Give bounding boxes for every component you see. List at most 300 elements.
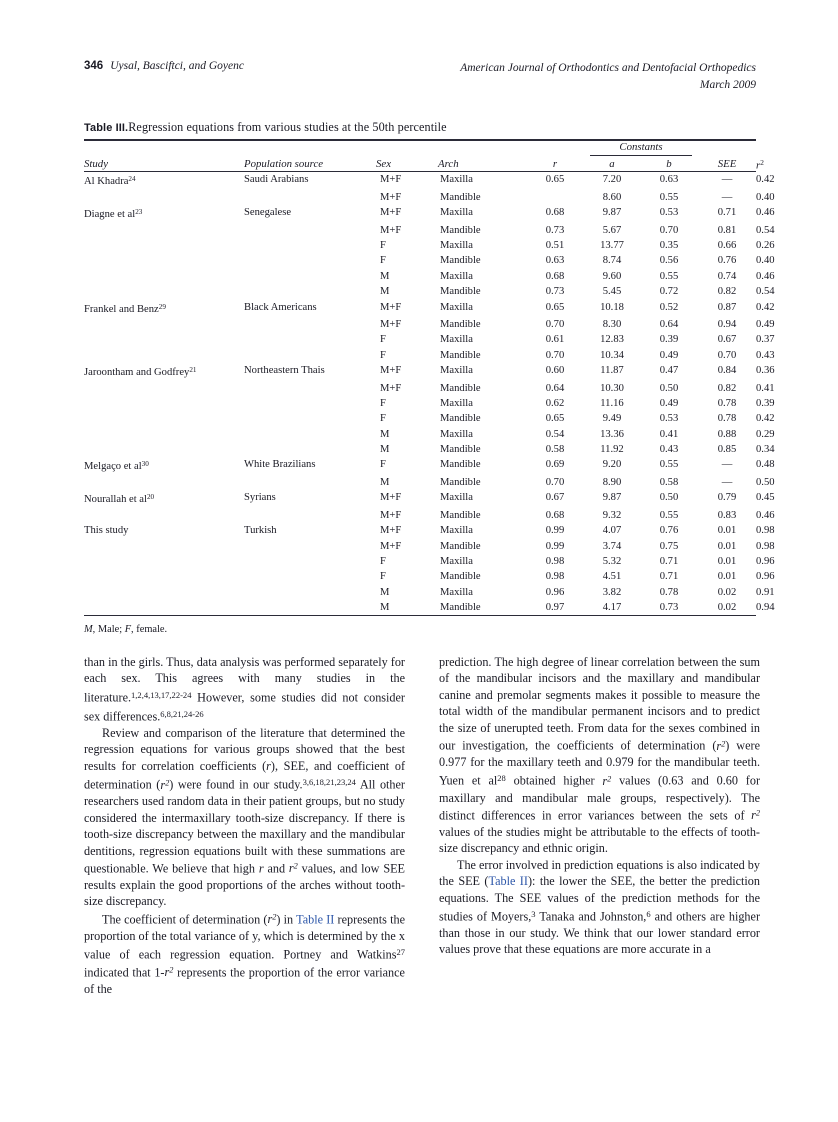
cell-see: 0.01 [717,555,737,567]
table-number: Table III. [84,122,129,134]
cell-study [84,585,244,600]
table-footnote: M, Male; F, female. [84,624,168,636]
cell-b: 0.55 [659,459,679,471]
cell-study: Melgaço et $al^{30}$ [84,460,149,473]
cell-see: 0.74 [717,270,737,282]
cell-study [84,190,244,205]
cell-b: 0.47 [659,365,679,377]
cell-sex: F [380,571,386,583]
cell-population [244,332,376,347]
cell-study [84,332,244,347]
cell-arch: Maxilla [440,334,473,346]
cell-arch: Mandible [440,571,481,583]
cell-a: 10.30 [600,382,624,394]
cell-b: 0.76 [659,525,679,537]
table-row: F Maxilla 0.62 11.16 0.49 0.78 0.39 [84,396,756,411]
cell-r: 0.51 [545,240,565,252]
cell-a: 4.51 [602,571,622,583]
cell-r: 0.68 [545,270,565,282]
cell-a: 5.67 [602,224,622,236]
table-row: M+F Mandible 0.68 9.32 0.55 0.83 0.46 [84,508,756,523]
cell-study [84,600,244,615]
cell-sex: M [380,270,390,282]
cell-sex: M+F [380,207,402,219]
cell-arch: Mandible [440,601,481,613]
cell-a: 8.74 [602,255,622,267]
table-row: F Mandible 0.63 8.74 0.56 0.76 0.40 [84,253,756,268]
col-header-a: a [609,158,615,170]
cell-study [84,317,244,332]
cell-arch: Mandible [440,382,481,394]
page-number: 346 [84,60,104,72]
table-row: M Mandible 0.73 5.45 0.72 0.82 0.54 [84,284,756,299]
cell-see: — [721,191,733,203]
cell-arch: Maxilla [440,586,473,598]
cell-population [244,381,376,396]
cell-sex: M+F [380,492,402,504]
cell-b: 0.71 [659,571,679,583]
cell-arch: Maxilla [440,492,473,504]
cell-study: This study [84,525,129,537]
table-row: Melgaço et $al^{30}$ White Brazilians F Mandible 0.69 9.20 0.55 — 0.48 [84,457,756,475]
cell-r [526,190,584,205]
cell-sex: M+F [380,301,402,313]
cell-see: 0.78 [717,413,737,425]
r-squared-symbol: $r^2$ [160,777,170,792]
table-head [84,141,764,172]
cell-population [244,539,376,554]
italic-variable: r [258,861,264,876]
table-body [84,172,775,615]
cell-study: Frankel and Benz$^{29}$ [84,302,166,315]
regression-table-body [84,172,775,615]
cell-r: 0.69 [545,459,565,471]
cell-sex: M+F [380,509,402,521]
cell-a: 4.07 [602,525,622,537]
cell-a: 11.87 [600,365,624,377]
cell-r: 0.58 [545,444,565,456]
reference-superscript: 29 [158,302,166,311]
constants-group-header: Constants [584,141,698,158]
cell-study [84,284,244,299]
cell-population: Northeastern Thais [244,365,325,377]
cell-r: 0.63 [545,255,565,267]
cell-see: 0.81 [717,224,737,236]
cell-r: 0.54 [545,428,565,440]
cell-a: 9.49 [602,413,622,425]
r-squared-symbol: $r^2$ [602,774,612,789]
cell-b: 0.50 [659,382,679,394]
body-paragraph: than in the girls. Thus, data analysis was performed separately for each sex. This agrees with many studies in the literature.$^{1,2,4,13,17,22-24}$ However, some studies did not consider sex differences.$^{6,8,21,24-26}$ [84,655,405,724]
cell-see: 0.88 [717,428,737,440]
cell-population: Syrians [244,492,276,504]
cell-r: 0.65 [545,301,565,313]
cell-b: 0.55 [659,509,679,521]
cell-population [244,508,376,523]
table-row: Jaroontham and Godfrey$^{21}$ Northeastern Thais M+F Maxilla 0.60 11.87 0.47 0.84 0.36 [84,363,756,381]
r-squared-symbol: $r^2$ [164,965,174,980]
table-row: M Maxilla 0.54 13.36 0.41 0.88 0.29 [84,427,756,442]
cell-sex: M [380,586,390,598]
cell-b: 0.55 [659,270,679,282]
cell-arch: Mandible [440,286,481,298]
cell-arch: Mandible [440,444,481,456]
r-squared-symbol: $r^2$ [716,738,726,753]
cell-a: 9.87 [602,207,622,219]
cell-population [244,253,376,268]
cell-arch: Maxilla [440,398,473,410]
regression-table [84,141,764,172]
cell-b: 0.55 [659,191,679,203]
cell-r: 0.96 [545,586,565,598]
cell-r: 0.99 [545,525,565,537]
cell-b: 0.70 [659,224,679,236]
cell-study [84,381,244,396]
cell-see: 0.66 [717,240,737,252]
cell-b: 0.56 [659,255,679,267]
cell-sex: F [380,413,386,425]
cell-sex: M [380,444,390,456]
cell-b: 0.49 [659,349,679,361]
cell-arch: Mandible [440,413,481,425]
cell-population: Saudi Arabians [244,174,309,186]
cell-a: 9.87 [602,492,622,504]
cell-see: — [721,459,733,471]
cell-population: White Brazilians [244,459,316,471]
cell-sex: M [380,428,390,440]
col-header-population: Population source [244,158,324,170]
cell-arch: Mandible [440,540,481,552]
table-caption [84,120,756,139]
cell-arch: Maxilla [440,174,473,186]
cell-a: 10.34 [600,349,624,361]
cell-a: 7.20 [602,174,622,186]
table-row: M Mandible 0.97 4.17 0.73 0.02 0.94 [84,600,756,615]
cell-b: 0.64 [659,319,679,331]
cell-r: 0.62 [545,398,565,410]
col-header-study: Study [84,158,108,170]
cell-a: 5.32 [602,555,622,567]
table-cross-reference-link[interactable]: Table II [488,874,528,889]
cell-a: 3.74 [602,540,622,552]
cell-population [244,554,376,569]
cell-r: 0.65 [545,174,565,186]
cell-arch: Maxilla [440,555,473,567]
cell-r: 0.98 [545,555,565,567]
cell-study [84,348,244,363]
cell-sex: M [380,286,390,298]
cell-sex: M [380,477,390,488]
cell-study [84,442,244,457]
table-row: M+F Mandible 8.60 0.55 — 0.40 [84,190,756,205]
italic-variable: r [266,758,271,773]
cell-population: Black Americans [244,301,317,313]
cell-arch: Mandible [440,509,481,521]
cell-study [84,475,244,490]
cell-population [244,190,376,205]
cell-r: 0.70 [545,349,565,361]
cell-see: 0.02 [717,586,737,598]
body-paragraph: Review and comparison of the literature that determined the regression equations for various groups showed that the best results for correlation coefficients (r), SEE, and coefficient of determination $(r^2)$ were found in our study.$^{3,6,18,21,23,24}$ All other researchers used random data in their patient groups, but no study considered the intermaxillary tooth-size discrepancy. If there is tooth-size discrepancy between the maxillary and the mandibular dentitions, regression equations built with these summations are questionable. We believe that high r and $r^2$ values, and low SEE results explain the good proportions of the arches without tooth-size discrepancy. [84,725,406,909]
table-row: Frankel and Benz$^{29}$ Black Americans M+F Maxilla 0.65 10.18 0.52 0.87 0.42 [84,300,756,318]
cell-see: 0.01 [717,571,737,583]
cell-population [244,238,376,253]
cell-study: Al Khadra$^{24}$ [84,175,136,188]
cell-sex: M+F [380,540,402,552]
cell-b: 0.50 [659,492,679,504]
cell-sex: F [380,398,386,410]
cell-arch: Maxilla [440,270,473,282]
cell-study [84,554,244,569]
cell-study [84,569,244,584]
cell-b: 0.71 [659,555,679,567]
citation-superscript: 27 [396,947,405,958]
col-header-sex: Sex [376,158,391,170]
cell-see: 0.94 [717,319,737,331]
cell-see: 0.02 [717,601,737,613]
cell-a: 9.20 [602,459,622,471]
cell-arch: Mandible [440,191,481,203]
cell-b: 0.43 [659,444,679,456]
cell-r: 0.61 [545,334,565,346]
cell-b: 0.78 [659,586,679,598]
col-header-b: b [666,158,672,170]
table-row: F Maxilla 0.98 5.32 0.71 0.01 0.96 [84,554,756,569]
cell-b: 0.75 [659,540,679,552]
cell-population [244,348,376,363]
cell-r: 0.70 [545,477,565,488]
cell-b: 0.49 [659,398,679,410]
body-paragraph: The error involved in prediction equations is also indicated by the SEE (Table II): the lower the SEE, the better the prediction equations. The SEE values of the prediction methods for the studies of Moyers,$^3$ Tanaka and Johnston,$^6$ and others are higher than those in our study. We think that our lower standard error values prove that these equations are more accurate in a [439,857,760,957]
cell-see: 0.76 [717,255,737,267]
cell-sex: M+F [380,365,402,377]
table-row: Diagne et $al^{23}$ Senegalese M+F Maxilla 0.68 9.87 0.53 0.71 0.46 [84,205,756,223]
citation-superscript: 6,8,21,24-26 [160,708,204,719]
table-row: This study Turkish M+F Maxilla 0.99 4.07 0.76 0.01 0.98 [84,523,756,538]
body-paragraph: The coefficient of determination $(r^2)$ in Table II represents the proportion of the total variance of y, which is determined by the x value of each regression equation. Portney and Watkins$^{27}$ indicated that $1-r^2$ represents the proportion of the error variance of the [84,912,405,996]
table-row: F Mandible 0.65 9.49 0.53 0.78 0.42 [84,411,756,426]
cell-a: 8.90 [602,477,622,488]
col-header-see: SEE [717,158,737,170]
table-row: M+F Mandible 0.73 5.67 0.70 0.81 0.54 [84,223,756,238]
cell-see: 0.01 [717,540,737,552]
cell-arch: Maxilla [440,301,473,313]
table-row: Nourallah et $al^{20}$ Syrians M+F Maxilla 0.67 9.87 0.50 0.79 0.45 [84,490,756,508]
cell-r: 0.68 [545,509,565,521]
r-squared-symbol: $r^2$ [751,808,760,823]
reference-superscript: 23 [135,208,143,217]
running-head-right [460,60,756,93]
cell-population [244,284,376,299]
table-row: M Maxilla 0.68 9.60 0.55 0.74 0.46 [84,269,756,284]
cell-arch: Maxilla [440,240,473,252]
cell-b: 0.52 [659,301,679,313]
cell-sex: M+F [380,224,402,236]
body-paragraph: prediction. The high degree of linear correlation between the sum of the mandibular incisors and the maxillary and mandibular canine and premolar segments makes it possible to measure the total width of the mandibular permanent incisors and to predict the size of unerupted teeth. From data for the sexes combined in our investigation, the coefficients of determination $(r^2)$ were 0.977 for the maxillary teeth and 0.979 for the mandibular teeth. Yuen et al$^{28}$ obtained higher $r^2$ values (0.63 and 0.60 for maxillary and mandibular male groups, respectively). The distinct differences in error variances between the sets of $r^2$ values of the studies might be attributable to the effects of tooth-size discrepancy and ethnic origin. [439,655,761,856]
cell-a: 3.82 [602,586,622,598]
table-row: Al Khadra$^{24}$ Saudi Arabians M+F Maxilla 0.65 7.20 0.63 — 0.42 [84,172,756,190]
cell-a: 9.60 [602,270,622,282]
citation-superscript: 3,6,18,21,23,24 [302,777,356,788]
reference-superscript: 20 [146,493,155,502]
citation-superscript: 3 [531,909,536,919]
cell-study [84,396,244,411]
cell-study: Diagne et $al^{23}$ [84,208,143,221]
table-row: M Mandible 0.58 11.92 0.43 0.85 0.34 [84,442,756,457]
cell-b: 0.73 [659,601,679,613]
cell-see: 0.82 [717,382,737,394]
cell-r: 0.60 [545,365,565,377]
cell-sex: M+F [380,319,402,331]
cell-a: 8.60 [602,191,622,203]
cell-see: 0.84 [717,365,737,377]
citation-superscript: 6 [646,909,651,919]
cell-sex: M+F [380,525,402,537]
cell-arch: Mandible [440,477,481,488]
table-group-header-row [84,141,756,158]
cell-b: 0.39 [659,334,679,346]
cell-study [84,253,244,268]
cell-a: 13.36 [600,428,624,440]
cell-a: 13.77 [600,240,624,252]
cell-see: — [721,174,733,186]
body-column-left [84,654,405,997]
cell-sex: F [380,334,386,346]
cell-population [244,427,376,442]
cell-see: 0.85 [717,444,737,456]
cell-population [244,223,376,238]
cell-population [244,442,376,457]
cell-see: 0.82 [717,286,737,298]
cell-arch: Mandible [440,459,481,471]
table-row: M Mandible 0.70 8.90 0.58 — 0.50 [84,475,756,490]
table-cross-reference-link[interactable]: Table II [296,912,335,927]
running-head-authors: Uysal, Basciftci, and Goyenc [110,60,244,72]
cell-sex: F [380,349,386,361]
cell-population [244,585,376,600]
cell-arch: Maxilla [440,207,473,219]
cell-study [84,508,244,523]
cell-see: 0.87 [717,301,737,313]
cell-r: 0.70 [545,319,565,331]
cell-study [84,238,244,253]
cell-arch: Maxilla [440,365,473,377]
reference-superscript: 30 [141,460,149,469]
cell-a: 8.30 [602,319,622,331]
cell-study [84,539,244,554]
table-row: M Maxilla 0.96 3.82 0.78 0.02 0.91 [84,585,756,600]
cell-sex: M+F [380,382,402,394]
cell-arch: Maxilla [440,525,473,537]
cell-population: Turkish [244,525,277,537]
cell-r: 0.73 [545,224,565,236]
cell-r: 0.64 [545,382,565,394]
cell-a: 11.92 [600,444,624,456]
cell-study [84,269,244,284]
cell-b: 0.41 [659,428,679,440]
cell-r: 0.65 [545,413,565,425]
cell-see: 0.67 [717,334,737,346]
table-caption-text: Regression equations from various studies at the 50th percentile [128,120,447,134]
cell-a: 11.16 [600,398,624,410]
table-iii [84,120,775,636]
table-row: M+F Mandible 0.99 3.74 0.75 0.01 0.98 [84,539,756,554]
table-row: F Maxilla 0.61 12.83 0.39 0.67 0.37 [84,332,756,347]
cell-b: 0.35 [659,240,679,252]
cell-b: 0.53 [659,207,679,219]
cell-population [244,396,376,411]
cell-a: 9.32 [602,509,622,521]
cell-r: 0.98 [545,571,565,583]
cell-a: 4.17 [602,601,622,613]
cell-sex: M+F [380,191,402,203]
cell-see: 0.71 [717,207,737,219]
body-column-right [439,654,760,997]
cell-see: 0.70 [717,349,737,361]
cell-population [244,475,376,490]
cell-a: 12.83 [600,334,624,346]
cell-arch: Mandible [440,349,481,361]
citation-superscript: 1,2,4,13,17,22-24 [131,689,192,700]
cell-population [244,411,376,426]
table-row: F Maxilla 0.51 13.77 0.35 0.66 0.26 [84,238,756,253]
cell-study [84,411,244,426]
cell-population [244,569,376,584]
journal-title: American Journal of Orthodontics and Dentofacial Orthopedics [460,62,756,74]
cell-r: 0.97 [545,601,565,613]
col-header-arch: Arch [438,158,459,170]
cell-b: 0.53 [659,413,679,425]
running-head [84,60,756,93]
cell-study: Nourallah et $al^{20}$ [84,493,155,506]
running-head-left [84,60,244,72]
cell-population [244,600,376,615]
cell-r: 0.73 [545,286,565,298]
table-row: F Mandible 0.98 4.51 0.71 0.01 0.96 [84,569,756,584]
table-row: F Mandible 0.70 10.34 0.49 0.70 0.43 [84,348,756,363]
cell-sex: F [380,555,386,567]
cell-population [244,317,376,332]
cell-arch: Mandible [440,224,481,236]
reference-superscript: 24 [128,175,136,184]
cell-b: 0.63 [659,174,679,186]
citation-superscript: 28 [497,773,506,784]
cell-see: 0.01 [717,525,737,537]
table-row: M+F Mandible 0.70 8.30 0.64 0.94 0.49 [84,317,756,332]
r-squared-symbol: $r^2$ [288,861,298,876]
reference-superscript: 21 [189,366,197,375]
cell-sex: F [380,255,386,267]
cell-r: 0.99 [545,540,565,552]
cell-arch: Mandible [440,319,481,331]
cell-sex: F [380,240,386,252]
cell-arch: Maxilla [440,428,473,440]
cell-see: 0.83 [717,509,737,521]
col-header-r: r [552,158,558,170]
cell-sex: M [380,601,390,613]
cell-a: 10.18 [600,301,624,313]
cell-population: Senegalese [244,207,292,219]
cell-r: 0.68 [545,207,565,219]
cell-study: Jaroontham and Godfrey$^{21}$ [84,366,197,379]
cell-study [84,427,244,442]
cell-arch: Mandible [440,255,481,267]
cell-study [84,223,244,238]
cell-b: 0.58 [659,477,679,488]
body-columns [84,654,760,997]
cell-a: 5.45 [602,286,622,298]
r-squared-symbol: $r^2$ [267,912,277,927]
